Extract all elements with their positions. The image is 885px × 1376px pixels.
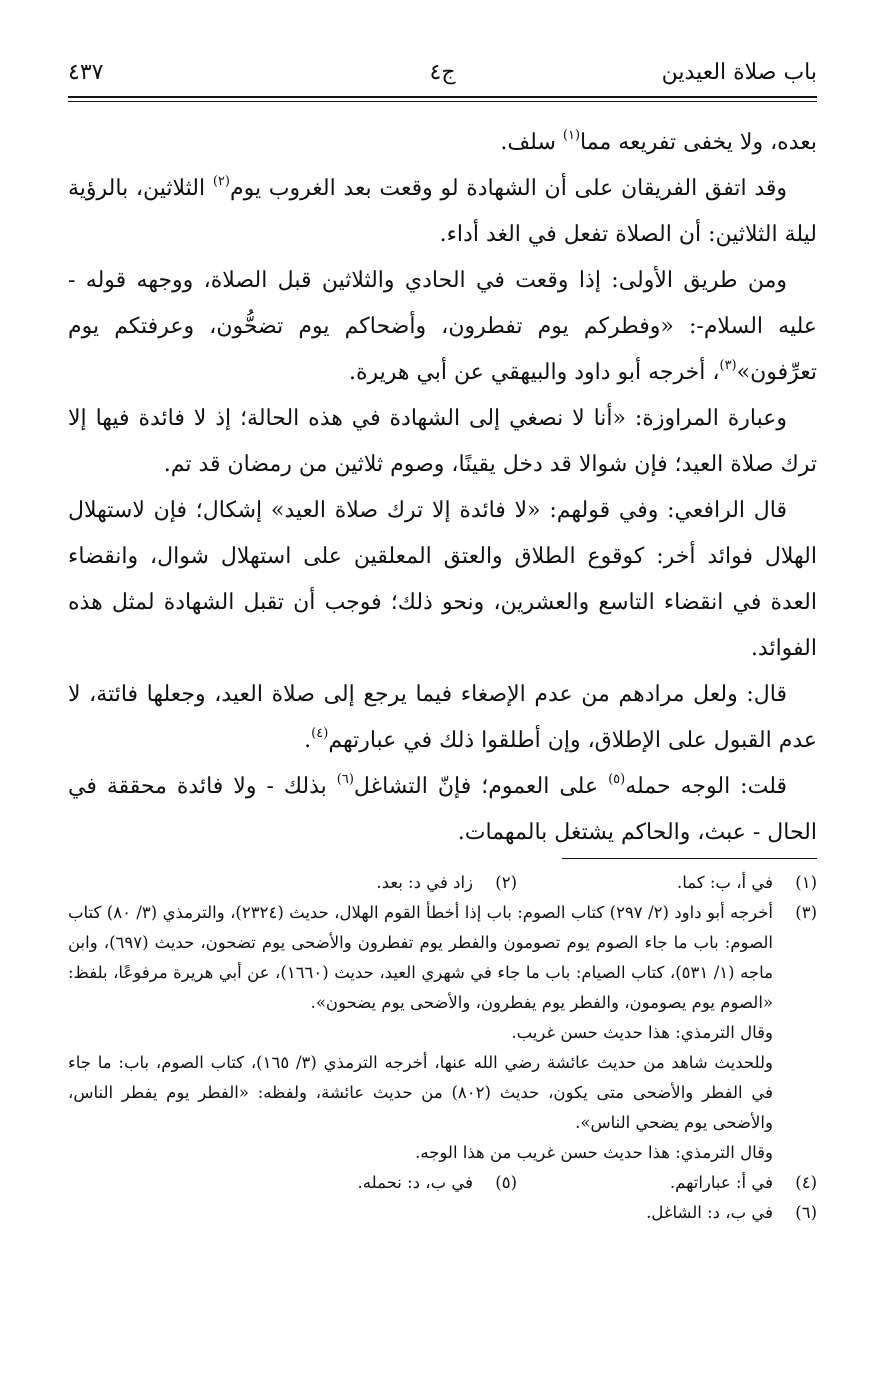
footnote-ref-3: (٣) (719, 358, 737, 373)
footnote-2-number: (٢) (495, 873, 517, 892)
header-rule-thick (68, 96, 817, 98)
footnote-5 (217, 1168, 517, 1198)
footnote-ref-1: (١) (562, 128, 581, 143)
footnote-3-number: (٣) (795, 903, 817, 922)
p3-text-a: ومن طريق الأولى: إذا وقعت في الحادي والثلاثين قبل الصلاة، ووجهه قوله - عليه السلام-: «وفطركم يوم تفطرون، وأضحاكم يوم تضحُّون، وعرفتكم يوم تعرِّفون» (68, 268, 817, 385)
p7-text-a: قلت: الوجه حمله (625, 774, 788, 799)
paragraph-5 (68, 488, 817, 672)
footnote-3-continuation-1: وقال الترمذي: هذا حديث حسن غريب. (511, 1023, 773, 1042)
footnote-3-continuation-3: وقال الترمذي: هذا حديث حسن غريب من هذا الوجه. (415, 1143, 773, 1162)
footnote-ref-2: (٢) (212, 174, 230, 189)
p3-text-b: ، أخرجه أبو داود والبيهقي عن أبي هريرة. (348, 360, 720, 385)
p6-text-b: . (304, 728, 312, 753)
paragraph-7 (68, 764, 817, 856)
p5-text: قال الرافعي: وفي قولهم: «لا فائدة إلا ترك صلاة العيد» إشكال؛ فإن لاستهلال الهلال فوائد أخر: كوقوع الطلاق والعتق المعلقين على استهلال شوال، وانقضاء العدة في انقضاء التاسع والعشرين، ونحو ذلك؛ فوجب أن تقبل الشهادة لمثل هذه الفوائد. (68, 498, 817, 661)
p2-text-b: الثلاثين، بالرؤية ليلة الثلاثين: أن الصلاة تفعل في الغد أداء. (68, 176, 817, 247)
paragraph-4 (68, 396, 817, 488)
p1-text-b: سلف. (500, 130, 563, 155)
main-text (68, 120, 817, 856)
header-rule-thin (68, 101, 817, 102)
footnote-1-text: في أ، ب: كما. (676, 873, 773, 892)
footnote-2-text: زاد في د: بعد. (376, 873, 473, 892)
page-header (68, 60, 817, 96)
footnote-6-number: (٦) (795, 1203, 817, 1222)
footnote-3-continuation-2: وللحديث شاهد من حديث عائشة رضي الله عنها، أخرجه الترمذي (٣/ ١٦٥)، كتاب الصوم، باب: ما جاء في الفطر والأضحى متى يكون، حديث (٨٠٢) من حديث عائشة، ولفظه: «الفطر يوم يفطر الناس، والأضحى يوم يضحي الناس». (68, 1053, 774, 1132)
p4-text: وعبارة المراوزة: «أنا لا نصغي إلى الشهادة في هذه الحالة؛ إذ لا فائدة فيها إلا ترك صلاة العيد؛ فإن شوالا قد دخل يقينًا، وصوم ثلاثين من رمضان قد تم. (68, 406, 817, 477)
footnote-1 (517, 868, 817, 898)
footnote-3-text: أخرجه أبو داود (٢/ ٢٩٧) كتاب الصوم: باب إذا أخطأ القوم الهلال، حديث (٢٣٢٤)، والترمذي (٣/ ٨٠) كتاب الصوم: باب ما جاء الصوم يوم تصومون والفطر يوم تفطرون والأضحى يوم تضحون، حديث (٦٩٧)، وابن ماجه (١/ ٥٣١)، كتاب الصيام: باب ما جاء في شهري العيد، حديث (١٦٦٠)، عن أبي هريرة مرفوعًا، بلفظ: «الصوم يوم يصومون، والفطر يوم يفطرون، والأضحى يوم يضحون». (68, 903, 773, 1012)
paragraph-2 (68, 166, 817, 258)
footnote-5-number: (٥) (495, 1173, 517, 1192)
volume-label: ج٤ (429, 60, 456, 85)
footnote-2 (217, 868, 517, 898)
footnote-separator (562, 858, 817, 859)
footnote-4-text: في أ: عباراتهم. (669, 1173, 773, 1192)
p7-text-b: على العموم؛ فإنّ التشاغل (353, 774, 609, 799)
footnote-ref-5: (٥) (608, 772, 626, 787)
footnote-ref-6: (٦) (336, 772, 354, 787)
p2-text-a: وقد اتفق الفريقان على أن الشهادة لو وقعت بعد الغروب يوم (229, 176, 788, 201)
footnote-3 (68, 898, 817, 1018)
paragraph-1 (68, 120, 817, 166)
footnote-pair-4-5 (68, 1168, 817, 1198)
paragraph-3 (68, 258, 817, 396)
footnote-4 (517, 1168, 817, 1198)
paragraph-6 (68, 672, 817, 764)
footnote-pair-1-2 (68, 868, 817, 898)
footnote-5-text: في ب، د: نحمله. (357, 1173, 473, 1192)
footnote-6-text: في ب، د: الشاغل. (646, 1203, 773, 1222)
p7-text-c: بذلك - ولا فائدة محققة في الحال - عبث، والحاكم يشتغل بالمهمات. (68, 774, 817, 845)
footnote-6 (68, 1198, 817, 1228)
footnote-1-number: (١) (795, 873, 817, 892)
footnote-4-number: (٤) (795, 1173, 817, 1192)
footnotes (68, 868, 817, 1228)
chapter-title: باب صلاة العيدين (661, 60, 817, 85)
footnote-ref-4: (٤) (311, 726, 329, 741)
p1-text-a: بعده، ولا يخفى تفريعه مما (580, 130, 817, 155)
page-number: ٤٣٧ (68, 60, 104, 85)
p6-text-a: قال: ولعل مرادهم من عدم الإصغاء فيما يرجع إلى صلاة العيد، وجعلها فائتة، لا عدم القبول على الإطلاق، وإن أطلقوا ذلك في عبارتهم (68, 682, 817, 753)
